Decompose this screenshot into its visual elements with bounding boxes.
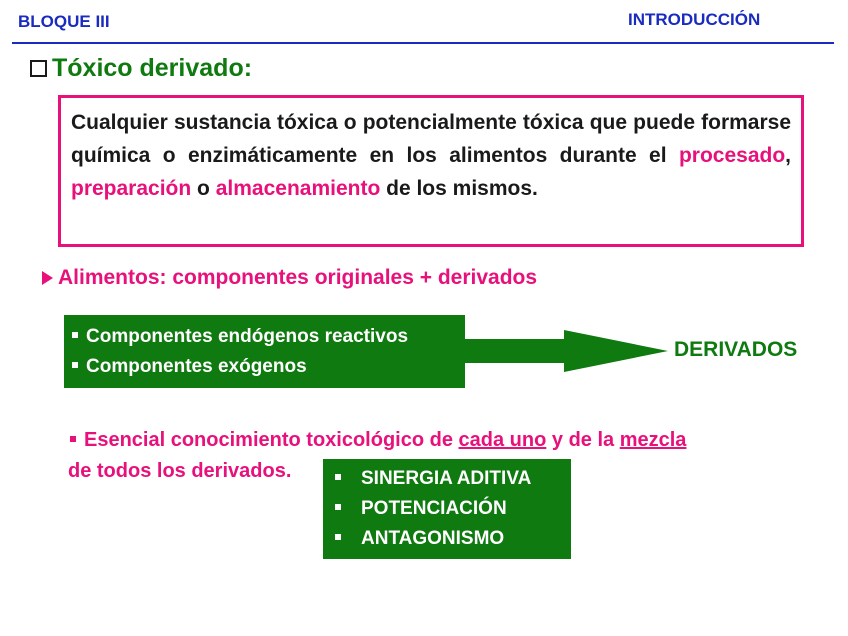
definition-box [58,95,804,247]
effect-item: POTENCIACIÓN [335,494,571,524]
derived-label: DERIVADOS [674,338,798,361]
bullet-square-icon [72,362,78,368]
component-item: Componentes exógenos [70,352,465,382]
definition-sep-2: o [191,177,216,200]
section-title-text: Tóxico derivado: [52,54,253,82]
foods-bullet-text: Alimentos: componentes originales + derivados [58,266,538,289]
underlined-cada-uno: cada uno [458,429,547,451]
checkbox-icon [30,60,47,77]
essential-note: Esencial conocimiento toxicológico de cada uno y de la mezcla de todos los derivados. [68,429,687,482]
effect-item: ANTAGONISMO [335,524,571,554]
effect-item: SINERGIA ADITIVA [335,464,571,494]
header-divider [12,42,834,44]
section-title [30,54,252,83]
right-arrow-icon [464,330,670,372]
definition-text-2: de los mismos. [380,177,538,200]
header-left-label: BLOQUE III [18,12,110,31]
definition-text-1: Cualquier sustancia tóxica o potencialmente tóxica que puede formarse química o enzimáticamente en los alimentos durante el [71,111,791,167]
keyword-preparacion: preparación [71,177,192,200]
bullet-square-icon [70,436,76,442]
bullet-square-icon [335,504,341,510]
components-box [64,315,465,388]
keyword-procesado: procesado [678,144,786,167]
foods-bullet [42,266,537,290]
bullet-square-icon [335,534,341,540]
keyword-almacenamiento: almacenamiento [215,177,381,200]
underlined-mezcla: mezcla [619,429,687,451]
component-item: Componentes endógenos reactivos [70,322,465,352]
bullet-square-icon [335,474,341,480]
arrowhead-icon [42,271,53,285]
header-right-label: INTRODUCCIÓN [628,10,761,29]
bullet-square-icon [72,332,78,338]
definition-sep-1: , [785,144,791,167]
effects-box [323,459,571,559]
